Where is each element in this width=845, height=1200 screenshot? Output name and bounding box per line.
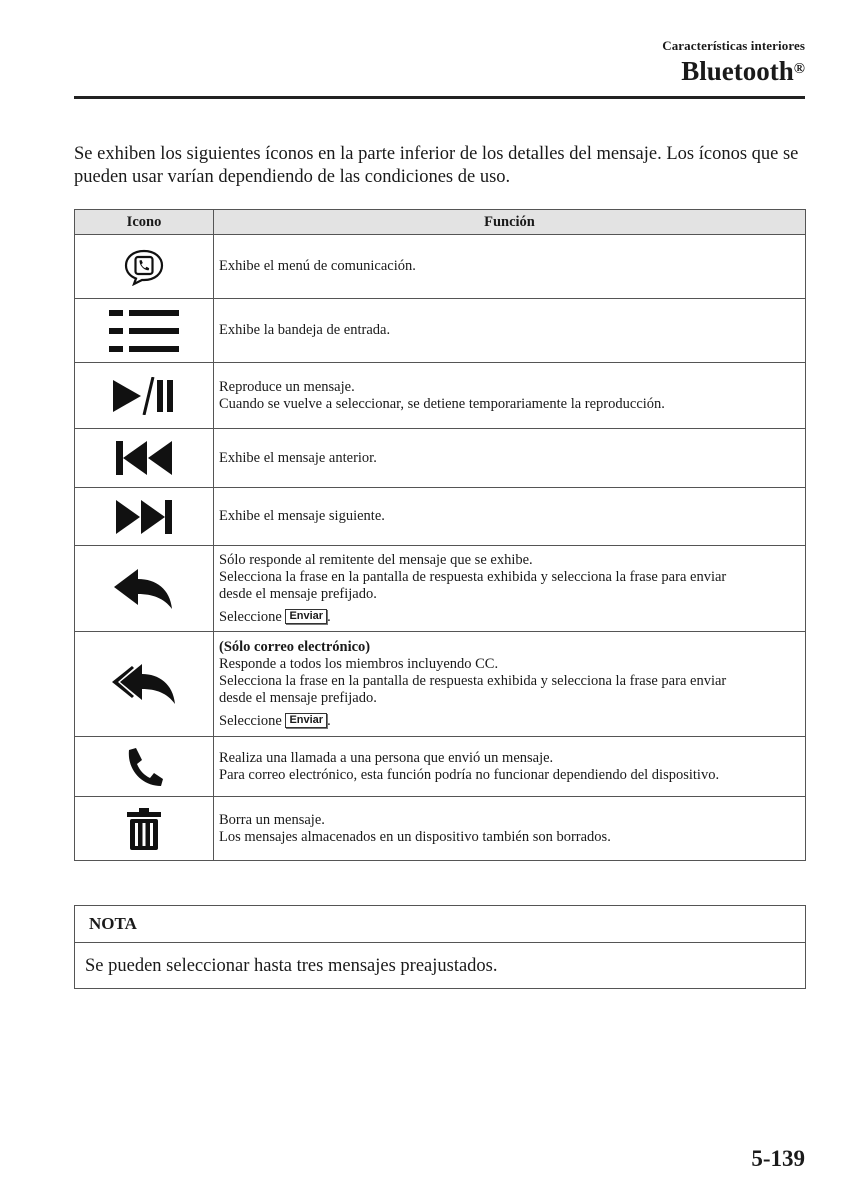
table-row [75, 488, 806, 546]
function-description [214, 797, 806, 861]
icon-cell [75, 632, 214, 737]
table-row [75, 235, 806, 299]
column-header-icon: Icono [75, 210, 214, 235]
icon-cell [75, 797, 214, 861]
icon-cell [75, 363, 214, 429]
email-only-label: (Sólo correo electrónico) [219, 638, 371, 655]
description-line: Responde a todos los miembros incluyendo CC. [219, 655, 499, 672]
table-row [75, 299, 806, 363]
description-line: Exhibe el mensaje siguiente. [219, 508, 385, 524]
phone-icon [124, 747, 164, 787]
description-line: Los mensajes almacenados en un dispositivo también son borrados. [219, 828, 611, 845]
note-box [74, 905, 806, 989]
description-line: Reproduce un mensaje. [219, 378, 355, 395]
page-number: 5-139 [751, 1146, 805, 1171]
select-prefix: Seleccione [219, 608, 282, 625]
reply-all-icon [112, 662, 176, 706]
description-line: Exhibe el menú de comunicación. [219, 258, 416, 274]
intro-paragraph: Se exhiben los siguientes íconos en la parte inferior de los detalles del mensaje. Los íconos que se pueden usar varían dependiendo de las condiciones de uso. [74, 144, 799, 187]
table-row [75, 429, 806, 488]
function-description [214, 235, 806, 299]
table-header-row [75, 210, 806, 235]
section-label: Características interiores [662, 38, 805, 53]
select-instruction [219, 609, 799, 626]
description-line: Para correo electrónico, esta función podría no funcionar dependiendo del dispositivo. [219, 766, 720, 783]
enviar-button-label: Enviar [285, 713, 327, 728]
select-instruction [219, 713, 799, 730]
note-body: Se pueden seleccionar hasta tres mensajes preajustados. [85, 956, 498, 976]
function-description [214, 429, 806, 488]
enviar-button-label: Enviar [285, 609, 327, 624]
function-description [214, 299, 806, 363]
description-line: Exhibe el mensaje anterior. [219, 449, 377, 466]
description-line: Exhibe la bandeja de entrada. [219, 322, 391, 338]
description-line: Borra un mensaje. [219, 811, 325, 828]
inbox-list-icon [109, 310, 179, 352]
function-description [214, 546, 806, 632]
column-header-function: Función [214, 210, 806, 235]
description-line: desde el mensaje prefijado. [219, 689, 377, 706]
page-header [662, 38, 805, 86]
icon-cell [75, 235, 214, 299]
select-prefix: Seleccione [219, 712, 282, 729]
chapter-title-text: Bluetooth [681, 56, 794, 86]
chapter-title [662, 56, 805, 86]
function-description [214, 737, 806, 797]
table-row [75, 632, 806, 737]
description-line: Realiza una llamada a una persona que envió un mensaje. [219, 749, 554, 766]
table-row [75, 797, 806, 861]
icon-cell [75, 737, 214, 797]
play-pause-icon [113, 377, 175, 415]
function-description [214, 488, 806, 546]
icon-cell [75, 429, 214, 488]
description-line: Sólo responde al remitente del mensaje que se exhibe. [219, 551, 533, 568]
description-line: Selecciona la frase en la pantalla de respuesta exhibida y selecciona la frase para enviar [219, 568, 727, 585]
trash-icon [127, 808, 161, 850]
select-suffix: . [327, 712, 331, 729]
description-line: desde el mensaje prefijado. [219, 585, 377, 602]
icon-function-table [74, 209, 806, 861]
table-row [75, 363, 806, 429]
table-row [75, 546, 806, 632]
header-rule [74, 96, 805, 99]
icon-cell [75, 546, 214, 632]
description-line: Selecciona la frase en la pantalla de respuesta exhibida y selecciona la frase para enviar [219, 672, 727, 689]
function-description [214, 363, 806, 429]
function-description [214, 632, 806, 737]
table-row [75, 737, 806, 797]
reply-icon [114, 567, 174, 611]
next-track-icon [116, 500, 172, 534]
description-line: Cuando se vuelve a seleccionar, se detiene temporariamente la reproducción. [219, 395, 665, 412]
communication-icon [123, 248, 165, 286]
previous-track-icon [116, 441, 172, 475]
note-title: NOTA [75, 906, 805, 943]
registered-mark: ® [793, 61, 805, 77]
icon-cell [75, 488, 214, 546]
icon-cell [75, 299, 214, 363]
select-suffix: . [327, 608, 331, 625]
